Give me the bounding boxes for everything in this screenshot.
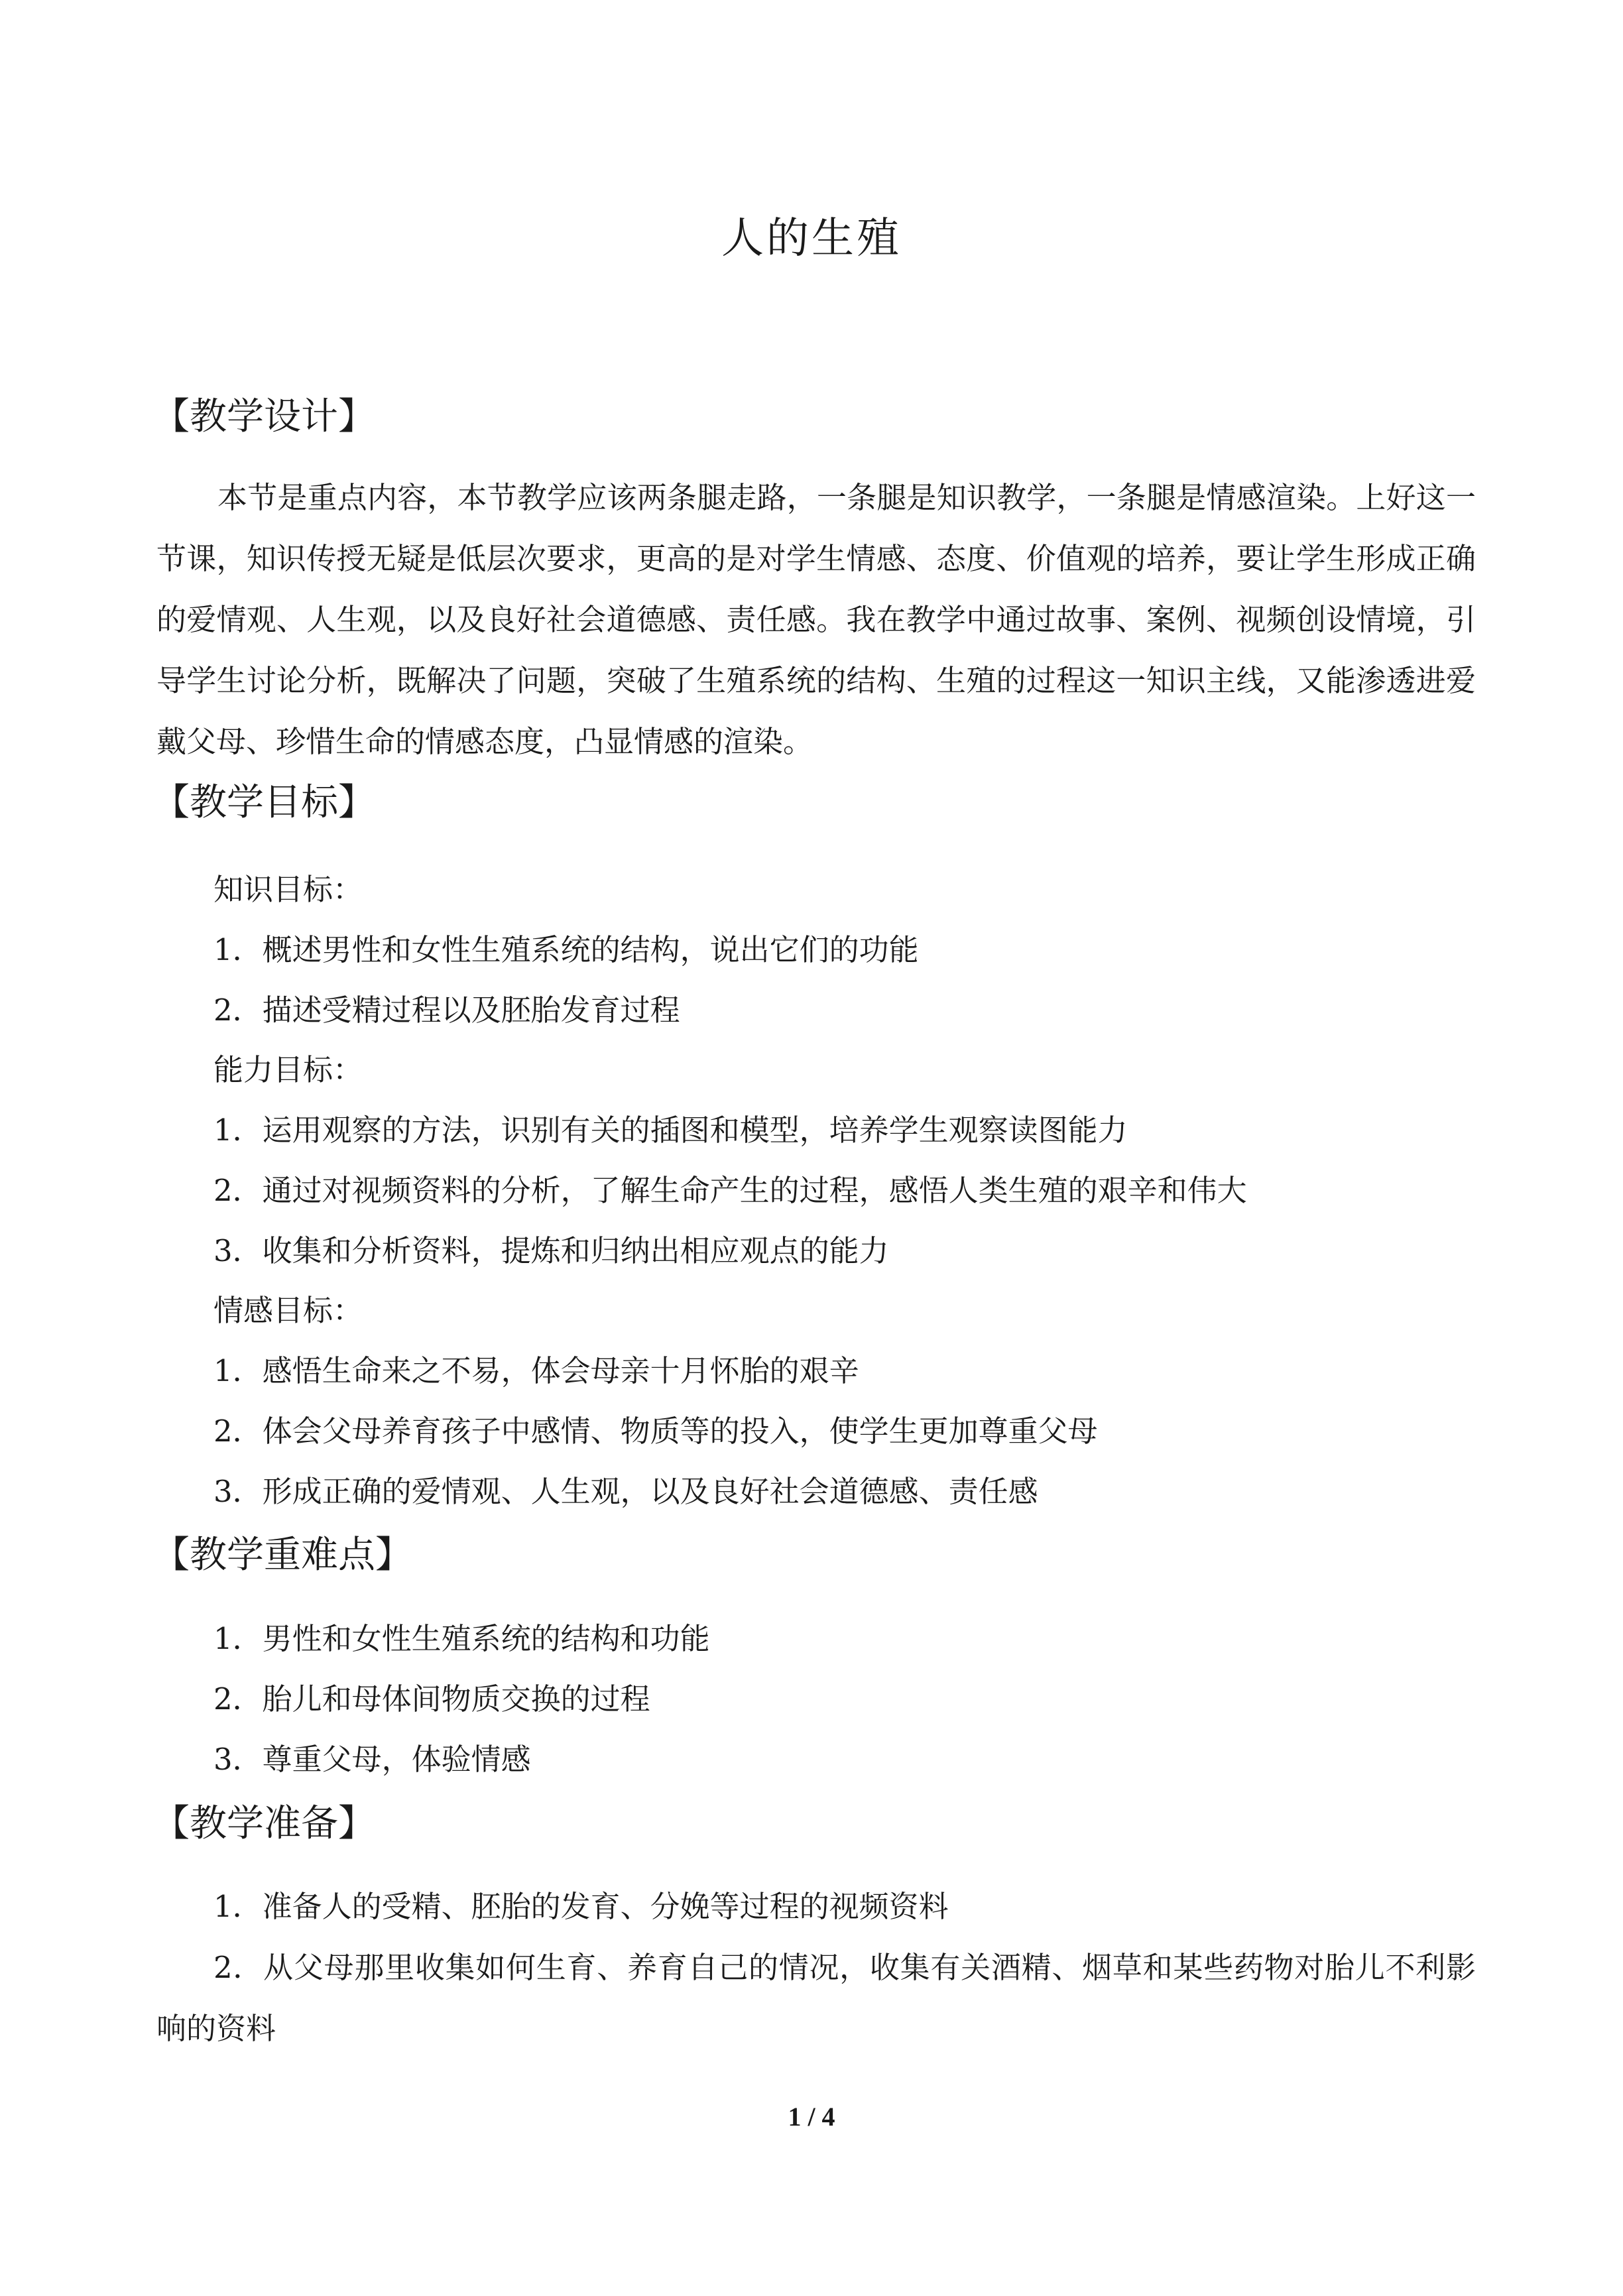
ability-goal-item: 2．通过对视频资料的分析，了解生命产生的过程，感悟人类生殖的艰辛和伟大 (213, 1173, 1247, 1208)
preparation-item: 2．从父母那里收集如何生育、养育自己的情况，收集有关酒精、烟草和某些药物对胎儿不利影响的资料 (156, 1950, 1476, 2046)
ability-goals-label: 能力目标： (213, 1052, 363, 1087)
emotion-goal-item: 3．形成正确的爱情观、人生观，以及良好社会道德感、责任感 (213, 1474, 1038, 1509)
section-heading-design: 【教学设计】 (152, 395, 375, 438)
key-point-item: 2．胎儿和母体间物质交换的过程 (213, 1681, 650, 1717)
key-point-item: 1．男性和女性生殖系统的结构和功能 (213, 1621, 710, 1656)
preparation-item: 1．准备人的受精、胚胎的发育、分娩等过程的视频资料 (213, 1889, 949, 1924)
section-heading-key-points: 【教学重难点】 (152, 1534, 412, 1577)
page-number: 1 / 4 (788, 2102, 835, 2132)
ability-goal-item: 3．收集和分析资料，提炼和归纳出相应观点的能力 (213, 1233, 889, 1268)
key-point-item: 3．尊重父母，体验情感 (213, 1742, 531, 1777)
emotion-goal-item: 1．感悟生命来之不易，体会母亲十月怀胎的艰辛 (213, 1353, 859, 1388)
document-title: 人的生殖 (721, 214, 902, 263)
emotion-goals-label: 情感目标： (213, 1293, 363, 1328)
emotion-goal-item: 2．体会父母养育孩子中感情、物质等的投入，使学生更加尊重父母 (213, 1414, 1098, 1449)
knowledge-goal-item: 1．概述男性和女性生殖系统的结构，说出它们的功能 (213, 932, 919, 967)
knowledge-goal-item: 2．描述受精过程以及胚胎发育过程 (213, 993, 680, 1028)
section-heading-preparation: 【教学准备】 (152, 1802, 375, 1845)
design-paragraph: 本节是重点内容，本节教学应该两条腿走路，一条腿是知识教学，一条腿是情感渲染。上好这一节课，知识传授无疑是低层次要求，更高的是对学生情感、态度、价值观的培养，要让学生形成正确的爱情观、人生观，以及良好社会道德感、责任感。我在教学中通过故事、案例、视频创设情境，引导学生讨论分析，既解决了问题，突破了生殖系统的结构、生殖的过程这一知识主线，又能渗透进爱戴父母、珍惜生命的情感态度，凸显情感的渲染。 (156, 480, 1476, 759)
knowledge-goals-label: 知识目标： (213, 872, 363, 907)
section-heading-goals: 【教学目标】 (152, 781, 375, 824)
ability-goal-item: 1．运用观察的方法，识别有关的插图和模型，培养学生观察读图能力 (213, 1113, 1128, 1148)
